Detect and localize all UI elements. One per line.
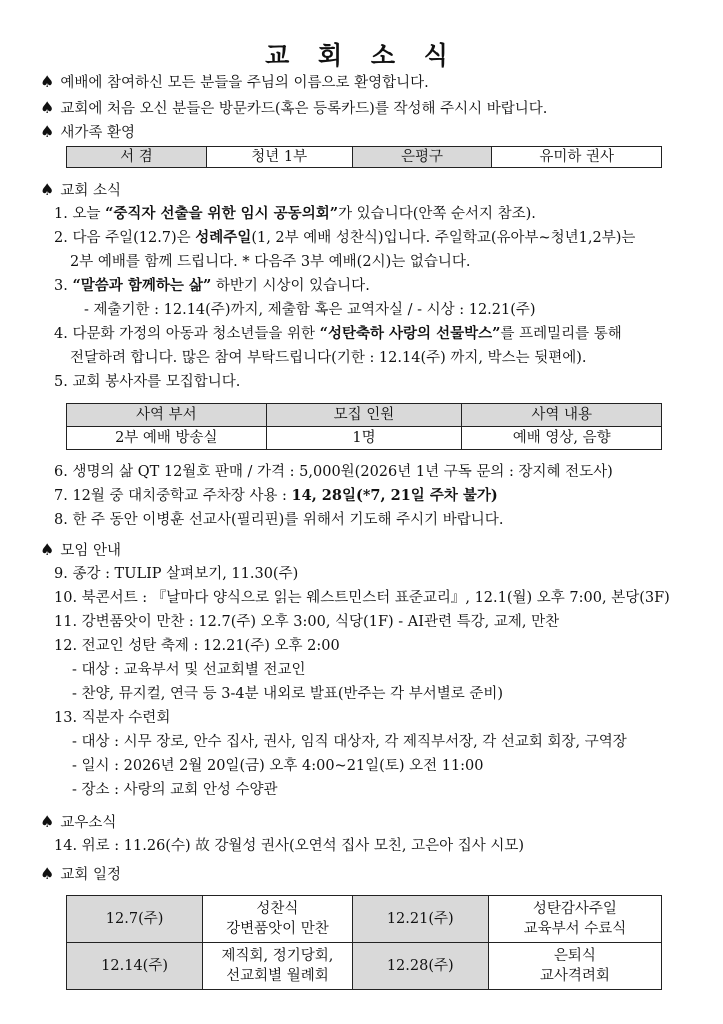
volunteer-dept: 2부 예배 방송실 [67, 427, 267, 450]
schedule-date: 12.7(주) [67, 896, 203, 943]
news-item-2-cont: 2부 예배를 함께 드립니다. * 다음주 3부 예배(2시)는 없습니다. [70, 254, 471, 270]
newcomer-group: 청년 1부 [206, 147, 352, 168]
news-item-3-detail: - 제출기한 : 12.14(주)까지, 제출함 혹은 교역자실 / - 시상 : 12.21(주) [84, 302, 536, 318]
intro-line-1: ♠ 예배에 참여하신 모든 분들을 주님의 이름으로 환영합니다. [40, 72, 429, 91]
schedule-header: ♠ 교회 일정 [40, 864, 121, 883]
spade-icon: ♠ [40, 98, 55, 117]
spade-icon: ♠ [40, 72, 55, 91]
schedule-date: 12.14(주) [67, 943, 203, 990]
meeting-item: 13. 직분자 수련회 [54, 710, 171, 726]
meeting-item: 12. 전교인 성탄 축제 : 12.21(주) 오후 2:00 [54, 638, 340, 654]
intro-line-2: ♠ 교회에 처음 오신 분들은 방문카드(혹은 등록카드)를 작성해 주시시 바랍니다. [40, 98, 548, 117]
schedule-table [66, 895, 662, 990]
news-item-7: 7. 12월 중 대치중학교 주차장 사용 : 14, 28일(*7, 21일 주차 불가) [54, 487, 498, 504]
schedule-date: 12.21(주) [352, 896, 488, 943]
newcomer-table [66, 146, 662, 168]
newcomer-name: 서 겸 [67, 147, 207, 168]
volunteer-header-count: 모집 인원 [266, 404, 462, 427]
newcomer-guide: 유미하 권사 [492, 147, 662, 168]
volunteer-count: 1명 [266, 427, 462, 450]
meeting-subitem: - 장소 : 사랑의 교회 안성 수양관 [72, 782, 278, 798]
spade-icon: ♠ [40, 812, 55, 831]
meeting-subitem: - 대상 : 교육부서 및 선교회별 전교인 [72, 662, 306, 678]
condolence-item: 14. 위로 : 11.26(수) 故 강월성 권사(오연석 집사 모친, 고은아 집사 시모) [54, 838, 525, 854]
news-item-4: 4. 다문화 가정의 아동과 청소년들을 위한 “성탄축하 사랑의 선물박스”를 프레밀리를 통해 [54, 325, 622, 342]
newcomer-region: 은평구 [352, 147, 492, 168]
schedule-date: 12.28(주) [352, 943, 488, 990]
page-title: 교 회 소 식 [265, 41, 458, 70]
condolence-header: ♠ 교우소식 [40, 812, 117, 831]
meeting-subitem: - 찬양, 뮤지컬, 연극 등 3-4분 내외로 발표(반주는 각 부서별로 준비) [72, 686, 504, 702]
spade-icon: ♠ [40, 540, 55, 559]
meeting-item: 11. 강변품앗이 만찬 : 12.7(주) 오후 3:00, 식당(1F) - AI관련 특강, 교제, 만찬 [54, 614, 560, 630]
spade-icon: ♠ [40, 180, 55, 199]
volunteer-task: 예배 영상, 음향 [462, 427, 662, 450]
meeting-subitem: - 일시 : 2026년 2월 20일(금) 오후 4:00~21일(토) 오전 11:00 [72, 758, 484, 774]
schedule-event: 성탄감사주일 교육부서 수료식 [488, 896, 661, 943]
news-item-8: 8. 한 주 동안 이병훈 선교사(필리핀)를 위해서 기도해 주시기 바랍니다. [54, 512, 504, 528]
news-item-6: 6. 생명의 삶 QT 12월호 판매 / 가격 : 5,000원(2026년 1년 구독 문의 : 장지혜 전도사) [54, 464, 613, 480]
news-item-3: 3. “말씀과 함께하는 삶” 하반기 시상이 있습니다. [54, 277, 370, 294]
news-item-4-cont: 전달하려 합니다. 많은 참여 부탁드립니다(기한 : 12.14(주) 까지, 박스는 뒷편에). [70, 350, 587, 366]
news-item-2: 2. 다음 주일(12.7)은 성례주일(1, 2부 예배 성찬식)입니다. 주일학교(유아부~청년1,2부)는 [54, 229, 636, 246]
meeting-subitem: - 대상 : 시무 장로, 안수 집사, 권사, 임직 대상자, 각 제직부서장, 각 선교회 회장, 구역장 [72, 734, 627, 750]
spade-icon: ♠ [40, 122, 55, 141]
schedule-event: 제직회, 정기당회, 선교회별 월례회 [203, 943, 352, 990]
newcomer-header: ♠ 새가족 환영 [40, 122, 135, 141]
schedule-event: 은퇴식 교사격려회 [488, 943, 661, 990]
meeting-item: 10. 북콘서트 : 『날마다 양식으로 읽는 웨스트민스터 표준교리』, 12.1(월) 오후 7:00, 본당(3F) [54, 590, 670, 606]
news-item-1: 1. 오늘 “중직자 선출을 위한 임시 공동의회”가 있습니다(안쪽 순서지 참조). [54, 205, 536, 222]
volunteer-table [66, 403, 662, 450]
schedule-event: 성찬식 강변품앗이 만찬 [203, 896, 352, 943]
meeting-item: 9. 종강 : TULIP 살펴보기, 11.30(주) [54, 566, 299, 582]
news-item-5: 5. 교회 봉사자를 모집합니다. [54, 374, 241, 390]
volunteer-header-dept: 사역 부서 [67, 404, 267, 427]
meetings-header: ♠ 모임 안내 [40, 540, 121, 559]
spade-icon: ♠ [40, 864, 55, 883]
church-news-header: ♠ 교회 소식 [40, 180, 121, 199]
volunteer-header-task: 사역 내용 [462, 404, 662, 427]
